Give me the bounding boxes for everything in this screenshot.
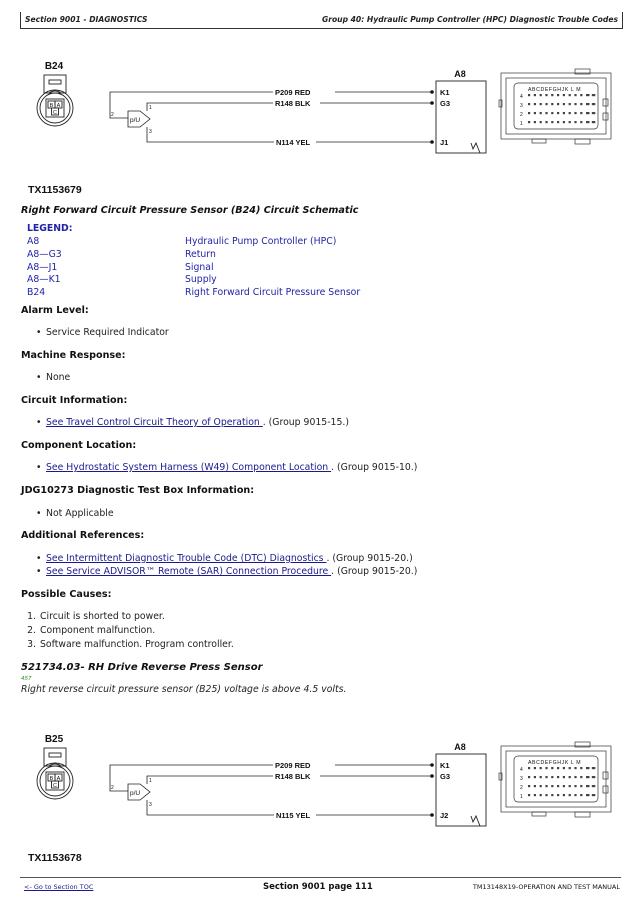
connector-pin [551,767,553,769]
harness-component-location-link[interactable]: See Hydrostatic System Harness (W49) Component Location [46,462,332,473]
connector-pin [545,785,547,787]
connector-pin [545,103,547,105]
cause-text: Circuit is shorted to power. [40,611,165,622]
connector-pin [586,767,590,769]
wire-signal [147,800,274,815]
connector-pin [580,103,582,105]
connector-pin [586,121,590,123]
connector-pin [586,785,590,787]
connector-pin [545,121,547,123]
section-title: Section 9001 - DIAGNOSTICS [25,15,148,24]
connector-pin [580,776,582,778]
connector-pin [557,94,559,96]
additional-references-heading: Additional References: [21,530,145,541]
legend-key: A8—K1 [27,274,61,286]
connector-pin [592,121,596,123]
connector-column-labels: ABCDEFGHJK L M [528,87,582,93]
connector-pin [551,103,553,105]
wire-signal [147,127,274,142]
connector-pin [545,112,547,114]
connector-pin [580,94,582,96]
wiring [110,765,432,815]
connector-pin [574,767,576,769]
connector-pin [557,776,559,778]
transducer-label: p/U [130,117,141,124]
sensor-connector-icon [37,61,73,126]
wire-return [147,103,273,111]
cause-number: 1. [27,611,36,622]
connector-row-label: 1 [520,794,523,800]
page-number: Section 9001 page 111 [263,882,373,892]
connector-pin [569,121,571,123]
sensor-pin-label: B [49,776,54,782]
circuit-schematic-diagram [20,728,630,838]
connector-pin [540,121,542,123]
connector-pin [540,112,542,114]
connector-pin [569,112,571,114]
legend-row [27,236,447,249]
cause-text: Software malfunction. Program controller. [40,639,234,650]
group-ref: . (Group 9015-10.) [331,462,418,473]
connector-pin [540,776,542,778]
connector-pin [551,94,553,96]
connector-row-label: 4 [520,767,523,773]
connector-pin [592,112,596,114]
connector-pin [580,112,582,114]
wire-label: P209 RED [275,88,311,97]
pin-number: 2 [111,112,114,118]
connector-row-label: 3 [520,776,523,782]
connector-pin [557,121,559,123]
connector-pin [557,767,559,769]
wire-supply [110,92,273,118]
group-ref: . (Group 9015-20.) [331,566,418,577]
connector-pin [574,785,576,787]
legend-value: Hydraulic Pump Controller (HPC) [185,236,337,247]
legend-row [27,287,447,300]
wire-label: N114 YEL [276,138,311,147]
item-text: None [46,372,71,383]
wire-label: N115 YEL [276,811,311,820]
sensor-pin-label: A [56,776,61,782]
connector-pin [569,785,571,787]
connector-pin [569,767,571,769]
cause-item [22,625,155,636]
connector-pin [528,112,530,114]
connector-pin [563,112,565,114]
connector-row-label: 3 [520,103,523,109]
connector-pin [586,94,590,96]
connector-pin [574,94,576,96]
connector-pin [557,112,559,114]
sensor-connector-icon [37,734,73,799]
circuit-schematic-diagram [20,55,630,165]
footer-divider [20,877,621,878]
test-box-heading: JDG10273 Diagnostic Test Box Information: [21,485,255,496]
connector-pin [534,785,536,787]
controller-pin-label: K1 [440,761,450,770]
item-text: Service Required Indicator [46,327,169,338]
connector-pin [592,794,596,796]
cause-item [22,611,165,622]
pin-number: 3 [149,129,152,135]
cause-number: 3. [27,639,36,650]
connector-pin [586,103,590,105]
legend-key: A8—J1 [27,261,58,273]
connector-pin [574,121,576,123]
legend-value: Supply [185,274,217,286]
connector-pin [540,94,542,96]
legend-title: LEGEND: [27,223,73,234]
connector-pin [592,785,596,787]
connector-pin [586,112,590,114]
controller-pin-label: G3 [440,772,451,781]
connector-pin [563,776,565,778]
group-title: Group 40: Hydraulic Pump Controller (HPC) Diagnostic Trouble Codes [321,15,618,24]
connector-pin [545,794,547,796]
controller-pin-label: J1 [440,138,449,147]
connector-pin [592,103,596,105]
connector-pin [557,103,559,105]
connector-row-label: 2 [520,785,523,791]
cause-text: Component malfunction. [40,625,156,636]
controller-pin-label: J2 [440,811,449,820]
connector-pin [574,112,576,114]
terminal-dots [430,763,434,817]
pin-number: 2 [111,785,114,791]
controller-pin-label: K1 [440,88,450,97]
connector-pin [534,112,536,114]
connector-pin [586,776,590,778]
pin-number: 1 [149,778,152,784]
legend-key: B24 [27,287,46,299]
legend-value: Return [185,248,216,260]
connector-pin [534,121,536,123]
connector-pin [534,767,536,769]
connector-pin [540,785,542,787]
sensor-pin-label: A [56,103,61,109]
pin-number: 3 [149,802,152,808]
pin-number: 1 [149,105,152,111]
manual-title: TM13148X19-OPERATION AND TEST MANUAL [472,883,620,891]
connector-pin [569,794,571,796]
cause-item [22,639,234,650]
sensor-pin-label: C [53,783,57,789]
connector-pin [563,121,565,123]
wiring [110,92,432,142]
connector-pin [551,776,553,778]
connector-pin [580,785,582,787]
figure-id: TX1153679 [28,184,82,196]
connector-pin [563,94,565,96]
connector-pin [563,767,565,769]
connector-pin [557,794,559,796]
group-ref: . (Group 9015-15.) [262,417,349,428]
schematic-caption: Right Forward Circuit Pressure Sensor (B24) Circuit Schematic [21,205,359,216]
controller-connector-icon [499,742,611,817]
additional-reference-item: • See Intermittent Diagnostic Trouble Code (DTC) Diagnostics . (Group 9015-20.) [36,553,413,564]
sensor-pin-label: B [49,103,54,109]
connector-pin [551,794,553,796]
legend-key: A8 [27,236,40,247]
page-header [20,12,623,29]
connector-pin [574,794,576,796]
connector-pin [569,94,571,96]
circuit-information-item: • See Travel Control Circuit Theory of Operation . (Group 9015-15.) [36,417,349,428]
connector-pin [540,794,542,796]
wire-supply [110,765,273,791]
connector-pin [528,794,530,796]
wire-label: P209 RED [275,761,311,770]
group-ref: . (Group 9015-20.) [326,553,413,564]
connector-pin [528,94,530,96]
sensor-label: B24 [44,61,64,72]
legend-value: Right Forward Circuit Pressure Sensor [185,287,361,299]
connector-pin [528,785,530,787]
component-location-item: • See Hydrostatic System Harness (W49) Component Location . (Group 9015-10.) [36,462,418,473]
terminal-dots [430,90,434,144]
controller-connector-icon [499,69,611,144]
item-text: Not Applicable [46,508,114,519]
machine-response-item: • None [36,372,71,383]
connector-row-label: 2 [520,112,523,118]
connector-pin [563,785,565,787]
connector-pin [574,103,576,105]
dtc-tag: 457 [21,676,32,682]
legend-row [27,262,447,275]
connector-pin [528,103,530,105]
connector-pin [534,776,536,778]
connector-pin [580,121,582,123]
connector-pin [545,776,547,778]
test-box-item: • Not Applicable [36,508,114,519]
connector-pin [545,767,547,769]
controller-label: A8 [454,69,466,79]
connector-pin [551,785,553,787]
connector-row-label: 1 [520,121,523,127]
connector-column-labels: ABCDEFGHJK L M [528,760,582,766]
controller-label: A8 [454,742,466,752]
alarm-level-item: • Service Required Indicator [36,327,169,338]
legend-row [27,249,447,262]
connector-pin [592,94,596,96]
legend-row [27,274,447,287]
dtc-title: 521734.03- RH Drive Reverse Press Sensor [21,662,263,673]
circuit-information-heading: Circuit Information: [21,395,128,406]
wire-label: R148 BLK [275,772,311,781]
connector-pin [563,103,565,105]
connector-pin [574,776,576,778]
component-location-heading: Component Location: [21,440,137,451]
sensor-pin-label: C [53,110,57,116]
connector-pin [528,121,530,123]
connector-pin [545,94,547,96]
schematic-b24 [20,55,630,165]
connector-pin [534,103,536,105]
additional-reference-item: • See Service ADVISOR™ Remote (SAR) Connection Procedure . (Group 9015-20.) [36,566,418,577]
connector-pin [580,794,582,796]
connector-row-label: 4 [520,94,523,100]
connector-pin [528,767,530,769]
legend-value: Signal [185,261,214,273]
dtc-description: Right reverse circuit pressure sensor (B25) voltage is above 4.5 volts. [21,684,347,695]
connector-pin [563,794,565,796]
connector-pin [557,785,559,787]
connector-pin [534,794,536,796]
wire-return [147,776,273,784]
connector-pin [586,794,590,796]
cause-number: 2. [27,625,36,636]
connector-pin [551,112,553,114]
service-advisor-link[interactable]: See Service ADVISOR™ Remote (SAR) Connection Procedure [46,566,332,577]
possible-causes-heading: Possible Causes: [21,589,112,600]
connector-pin [540,103,542,105]
transducer-label: p/U [130,790,141,797]
legend-key: A8—G3 [27,248,62,260]
travel-control-theory-link[interactable]: See Travel Control Circuit Theory of Operation [46,417,263,428]
connector-pin [534,94,536,96]
section-toc-link[interactable]: <- Go to Section TOC [24,883,94,891]
legend [27,223,447,300]
schematic-b25 [20,728,630,838]
connector-pin [592,767,596,769]
figure-id: TX1153678 [28,852,82,864]
wire-label: R148 BLK [275,99,311,108]
connector-pin [569,776,571,778]
connector-pin [540,767,542,769]
connector-pin [592,776,596,778]
connector-pin [528,776,530,778]
connector-pin [569,103,571,105]
alarm-level-heading: Alarm Level: [21,305,89,316]
sensor-label: B25 [44,734,64,745]
connector-pin [551,121,553,123]
intermittent-dtc-link[interactable]: See Intermittent Diagnostic Trouble Code (DTC) Diagnostics [46,553,327,564]
controller-pin-label: G3 [440,99,451,108]
connector-pin [580,767,582,769]
machine-response-heading: Machine Response: [21,350,126,361]
